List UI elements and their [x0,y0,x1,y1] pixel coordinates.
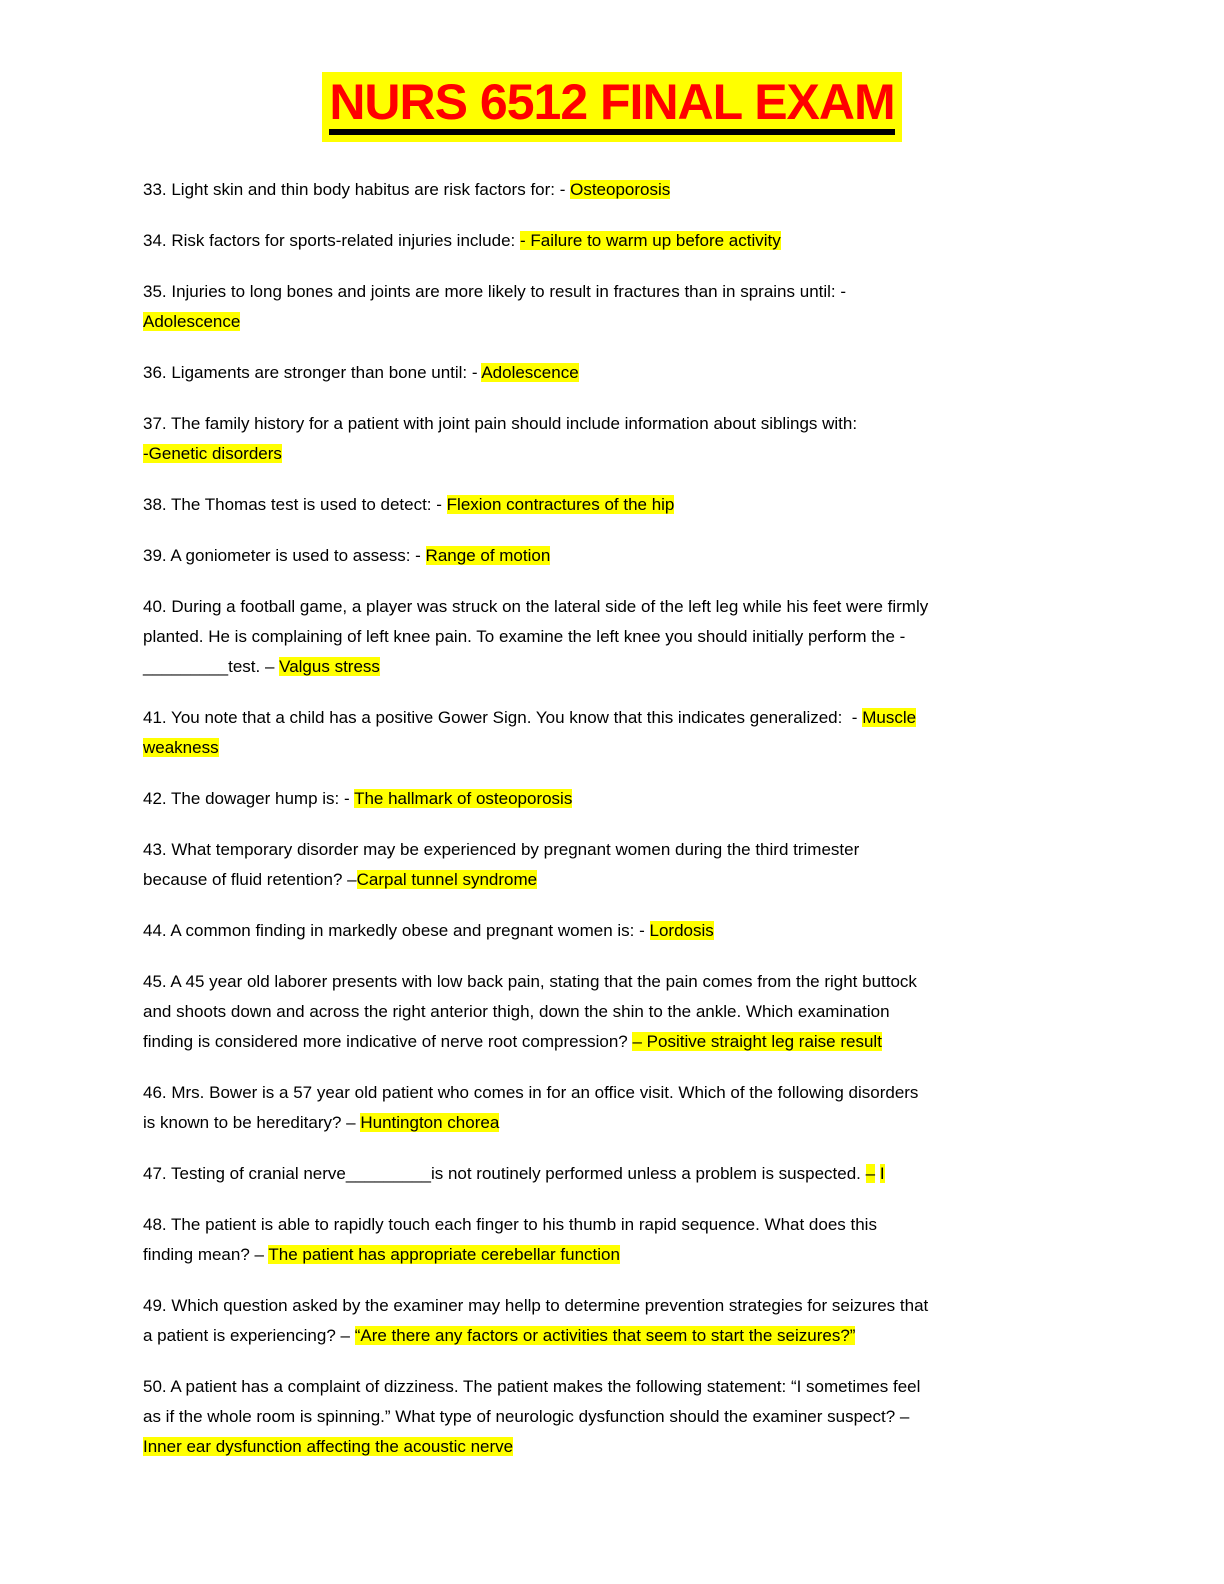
page-title: NURS 6512 FINAL EXAM [329,75,894,135]
highlighted-answer: “Are there any factors or activities that seem to start the seizures?” [354,1326,856,1345]
question-text: as if the whole room is spinning.” What type of neurologic dysfunction should the examiner suspect? – [143,1407,910,1426]
question-50 [143,1372,1124,1462]
title-row [0,72,1224,142]
highlighted-answer: Inner ear dysfunction affecting the acoustic nerve [143,1437,514,1456]
question-37 [143,409,1124,469]
question-text: 44. A common finding in markedly obese and pregnant women is: - [143,921,650,940]
questions-list [0,175,1224,1462]
question-36 [143,358,1124,388]
question-text: 38. The Thomas test is used to detect: - [143,495,447,514]
question-text: finding mean? – [143,1245,269,1264]
question-48 [143,1210,1124,1270]
question-47 [143,1159,1124,1189]
question-text: 43. What temporary disorder may be experienced by pregnant women during the third trimester [143,840,860,859]
question-text: 48. The patient is able to rapidly touch each finger to his thumb in rapid sequence. What does this [143,1215,877,1234]
question-text: 47. Testing of cranial nerve_________is not routinely performed unless a problem is suspected. [143,1164,866,1183]
question-39 [143,541,1124,571]
question-text: 35. Injuries to long bones and joints are more likely to result in fractures than in sprains until: - [143,282,847,301]
highlighted-answer: Muscle [862,708,917,727]
question-40 [143,592,1124,682]
question-33 [143,175,1124,205]
question-text: and shoots down and across the right anterior thigh, down the shin to the ankle. Which examination [143,1002,890,1021]
highlighted-answer: Adolescence [481,363,579,382]
question-38 [143,490,1124,520]
question-text: a patient is experiencing? – [143,1326,355,1345]
question-44 [143,916,1124,946]
question-34 [143,226,1124,256]
highlighted-answer: - Failure to warm up before activity [520,231,781,250]
question-text: 50. A patient has a complaint of dizziness. The patient makes the following statement: “I sometimes feel [143,1377,921,1396]
highlighted-answer: Flexion contractures of the hip [446,495,675,514]
question-text: 46. Mrs. Bower is a 57 year old patient who comes in for an office visit. Which of the following disorders [143,1083,919,1102]
question-text: 33. Light skin and thin body habitus are risk factors for: - [143,180,571,199]
highlighted-answer: Lordosis [649,921,714,940]
highlighted-answer: Huntington chorea [360,1113,500,1132]
highlighted-answer: Valgus stress [279,657,380,676]
question-text: because of fluid retention? – [143,870,357,889]
highlighted-answer: -Genetic disorders [143,444,282,463]
question-text: 37. The family history for a patient with joint pain should include information about siblings with: [143,414,858,433]
question-text: 45. A 45 year old laborer presents with low back pain, stating that the pain comes from the right buttock [143,972,917,991]
page-title-highlight [322,72,901,142]
question-text: 40. During a football game, a player was struck on the lateral side of the left leg while his feet were firmly [143,597,929,616]
highlighted-answer: – [865,1164,876,1183]
question-45 [143,967,1124,1057]
highlighted-answer: I [879,1164,885,1183]
question-49 [143,1291,1124,1351]
question-35 [143,277,1124,337]
question-text: finding is considered more indicative of nerve root compression? [143,1032,633,1051]
question-46 [143,1078,1124,1138]
highlighted-answer: Carpal tunnel syndrome [356,870,538,889]
question-text: 39. A goniometer is used to assess: - [143,546,426,565]
question-text: 36. Ligaments are stronger than bone until: - [143,363,482,382]
question-text: 49. Which question asked by the examiner may hellp to determine prevention strategies for seizures that [143,1296,929,1315]
question-43 [143,835,1124,895]
highlighted-answer: weakness [143,738,219,757]
question-text: _________test. – [143,657,280,676]
highlighted-answer: Adolescence [143,312,241,331]
question-text: is known to be hereditary? – [143,1113,361,1132]
highlighted-answer: The patient has appropriate cerebellar function [268,1245,620,1264]
question-42 [143,784,1124,814]
highlighted-answer: Osteoporosis [570,180,671,199]
highlighted-answer: The hallmark of osteoporosis [354,789,573,808]
question-text: 34. Risk factors for sports-related injuries include: [143,231,520,250]
question-41 [143,703,1124,763]
question-text: 42. The dowager hump is: - [143,789,355,808]
question-text: planted. He is complaining of left knee pain. To examine the left knee you should initially perform the - [143,627,906,646]
question-text: 41. You note that a child has a positive Gower Sign. You know that this indicates generalized: - [143,708,863,727]
highlighted-answer: Range of motion [425,546,551,565]
highlighted-answer: – Positive straight leg raise result [632,1032,882,1051]
